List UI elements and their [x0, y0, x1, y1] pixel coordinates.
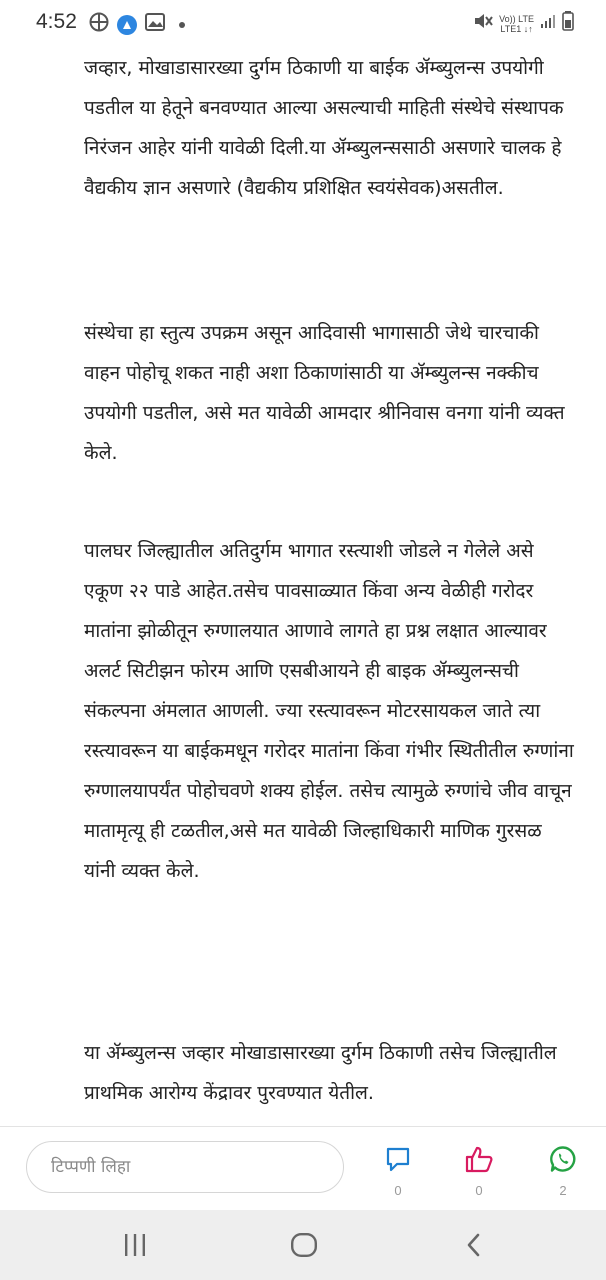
- comment-count: 0: [394, 1183, 402, 1198]
- back-button[interactable]: [462, 1232, 486, 1262]
- network-label-top: Vo)) LTE: [499, 13, 534, 24]
- image-icon: [145, 13, 165, 36]
- signal-icon: [540, 13, 556, 34]
- comment-input[interactable]: टिप्पणी लिहा: [26, 1141, 344, 1193]
- mute-icon: [473, 12, 493, 35]
- like-count: 0: [475, 1183, 483, 1198]
- article-paragraph: जव्हार, मोखाडासारख्या दुर्गम ठिकाणी या बाईक ॲम्ब्युलन्स उपयोगी पडतील या हेतूने बनवण्यात आल्या असल्याची माहिती संस्थेचे संस्थापक निरंजन आहेर यांनी यावेळी दिली.या ॲम्ब्युलन्ससाठी असणारे चालक हे वैद्यकीय ज्ञान असणारे (वैद्यकीय प्रशिक्षित स्वयंसेवक)असतील.: [84, 57, 564, 199]
- more-notifications-dot: [179, 22, 185, 28]
- network-indicator: [499, 14, 534, 34]
- status-bar: [0, 0, 606, 48]
- comment-action-bar: [0, 1126, 606, 1211]
- network-label-bottom: LTE1 ↓↑: [500, 23, 533, 34]
- recent-apps-button[interactable]: [122, 1232, 148, 1262]
- share-count: 2: [559, 1183, 567, 1198]
- like-button[interactable]: [459, 1145, 499, 1198]
- status-time: 4:52: [36, 10, 77, 33]
- comment-button[interactable]: [378, 1145, 418, 1198]
- article-paragraph: पालघर जिल्ह्यातील अतिदुर्गम भागात रस्त्याशी जोडले न गेलेले असे एकूण २२ पाडे आहेत.तसेच पावसाळ्यात किंवा अन्य वेळीही गरोदर मातांना झोळीतून रुग्णालयात आणावे लागते हा प्रश्न लक्षात आल्यावर अलर्ट सिटीझन फोरम आणि एसबीआयने ही बाइक ॲम्ब्युलन्सची संकल्पना अंमलात आणली. ज्या रस्त्यावरून मोटरसायकल जाते त्या रस्त्यावरून या बाईकमधून गरोदर मातांना किंवा गंभीर स्थितीतील रुग्णांना रुग्णालयापर्यंत पोहोचवणे शक्य होईल. तसेच त्यामुळे रुग्णांचे जीव वाचून मातामृत्यू ही टळतील,असे मत यावेळी जिल्हाधिकारी माणिक गुरसळ यांनी व्यक्त केले.: [84, 540, 574, 882]
- home-button[interactable]: [290, 1232, 318, 1262]
- comment-icon: [384, 1158, 412, 1177]
- status-system-icons: [473, 11, 574, 36]
- battery-icon: [562, 11, 574, 36]
- article-body[interactable]: [0, 48, 606, 1126]
- app-notification-icon: [117, 15, 137, 35]
- soccer-ball-icon: [89, 12, 109, 37]
- article-paragraph: या ॲम्ब्युलन्स जव्हार मोखाडासारख्या दुर्गम ठिकाणी तसेच जिल्ह्यातील प्राथमिक आरोग्य केंद्रावर पुरवण्यात येतील.: [84, 1042, 557, 1104]
- system-navigation-bar: [0, 1210, 606, 1280]
- whatsapp-icon: [549, 1158, 577, 1177]
- article-paragraph: संस्थेचा हा स्तुत्य उपक्रम असून आदिवासी भागासाठी जेथे चारचाकी वाहन पोहोचू शकत नाही अशा ठिकाणांसाठी या ॲम्ब्युलन्स नक्कीच उपयोगी पडतील, असे मत यावेळी आमदार श्रीनिवास वनगा यांनी व्यक्त केले.: [84, 322, 565, 464]
- status-notification-icons: [89, 12, 185, 37]
- whatsapp-share-button[interactable]: [543, 1145, 583, 1198]
- thumbs-up-icon: [464, 1158, 494, 1177]
